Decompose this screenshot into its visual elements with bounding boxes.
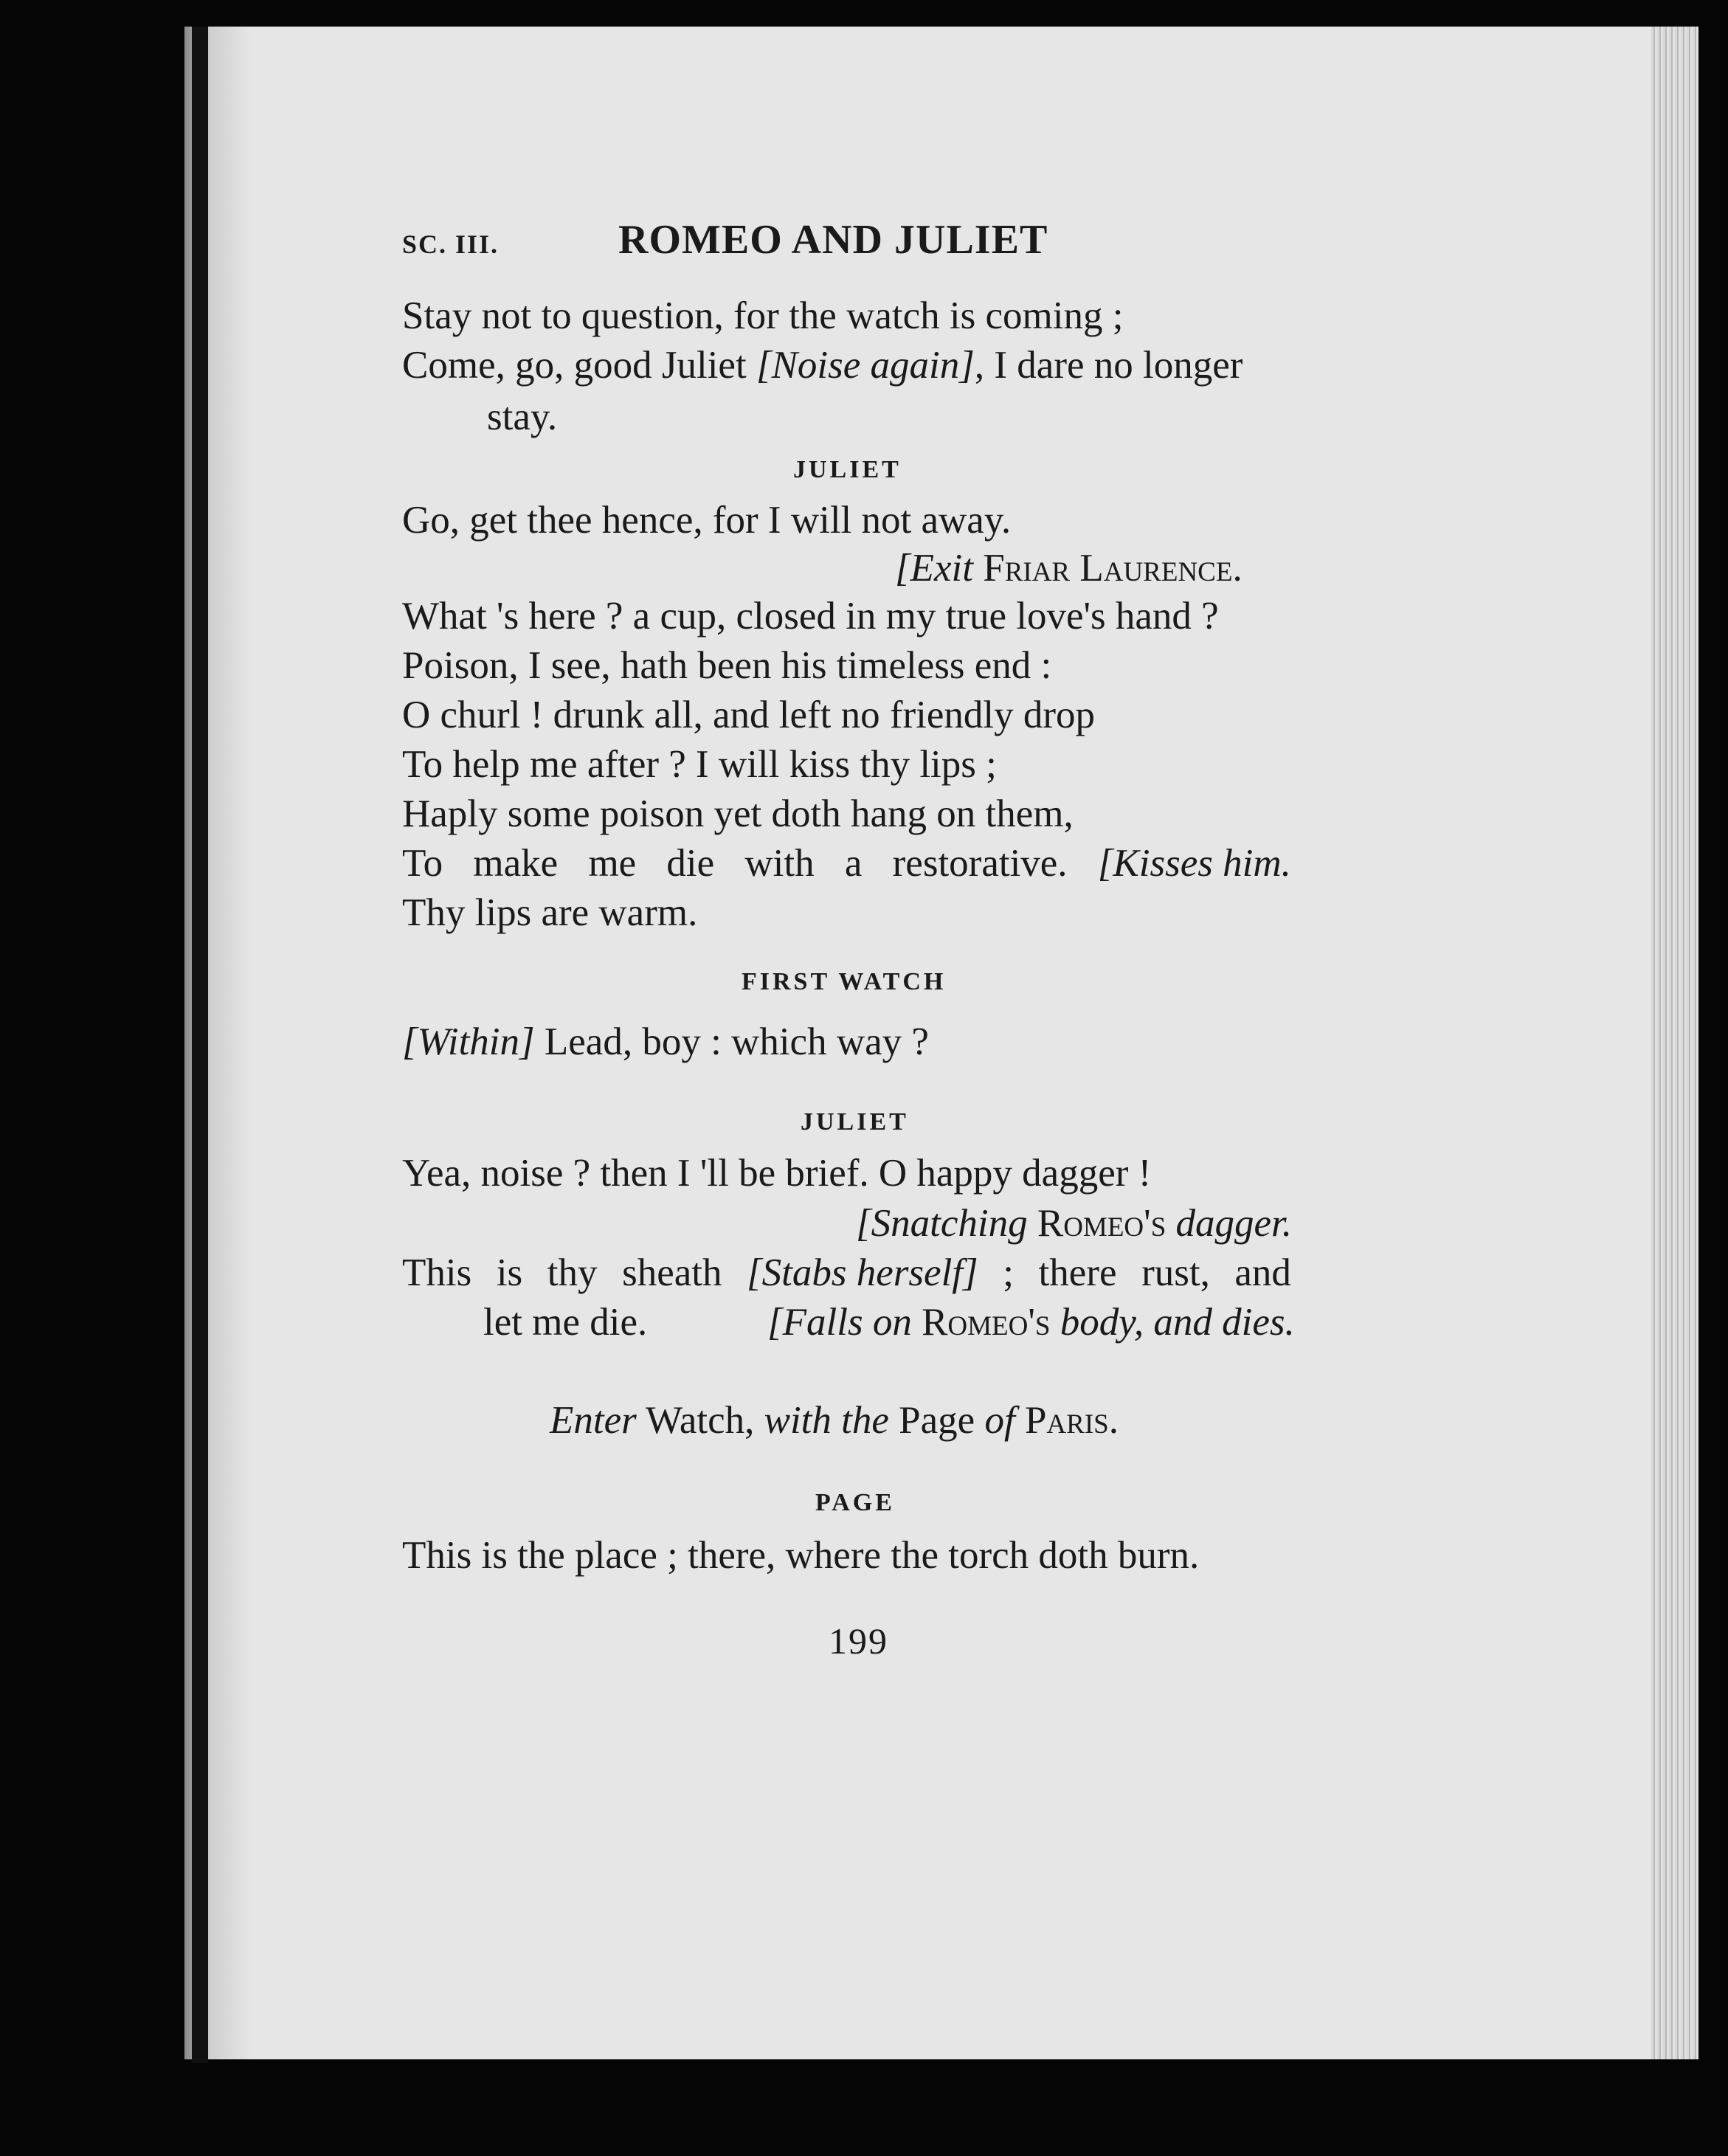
verse-line: [Within] Lead, boy : which way ? [402, 1020, 929, 1063]
verse-line: This is thy sheath [Stabs herself] ; there rust, and [402, 1251, 1291, 1294]
verse-line: What 's here ? a cup, closed in my true love's hand ? [402, 595, 1219, 638]
speaker-name: FIRST WATCH [742, 968, 947, 995]
stage-direction: [Snatching Romeo's dagger. [856, 1202, 1293, 1245]
verse-line: Thy lips are warm. [402, 891, 698, 934]
speaker-name: JULIET [801, 1108, 909, 1136]
entry-direction: Enter Watch, with the Page of Paris. [550, 1399, 1119, 1442]
verse-line: Come, go, good Juliet [Noise again], I dare no longer [402, 344, 1243, 387]
stage-direction: [Noise again] [756, 344, 975, 387]
binding-edge [192, 27, 208, 2063]
verse-line: This is the place ; there, where the torch doth burn. [402, 1534, 1200, 1577]
stage-direction: [Kisses him. [1097, 842, 1291, 885]
verse-line: Poison, I see, hath been his timeless end : [402, 644, 1052, 687]
stage-direction: [Within] [402, 1020, 535, 1063]
stage-direction: [Falls on Romeo's body, and dies. [767, 1301, 1295, 1344]
verse-line: To help me after ? I will kiss thy lips ; [402, 743, 997, 786]
stage-direction: [Exit Friar Laurence. [895, 547, 1243, 590]
speaker-name: JULIET [793, 456, 902, 483]
page-number: 199 [829, 1620, 888, 1662]
verse-line: Go, get thee hence, for I will not away. [402, 499, 1012, 542]
scene-marker: SC. III. [402, 229, 500, 259]
verse-line: Stay not to question, for the watch is coming ; [402, 294, 1124, 337]
verse-line: let me die. [483, 1301, 648, 1344]
speaker-name: PAGE [815, 1489, 895, 1516]
verse-line: Yea, noise ? then I 'll be brief. O happy dagger ! [402, 1152, 1152, 1195]
verse-line: To make me die with a restorative. [Kisses him. [402, 842, 1291, 885]
stage-direction: [Stabs herself] [747, 1251, 978, 1294]
page-title: ROMEO AND JULIET [618, 217, 1048, 263]
verse-line: O churl ! drunk all, and left no friendly drop [402, 694, 1096, 736]
verse-line: stay. [487, 395, 558, 438]
verse-line: Haply some poison yet doth hang on them, [402, 792, 1074, 835]
page-edges [1651, 27, 1698, 2059]
